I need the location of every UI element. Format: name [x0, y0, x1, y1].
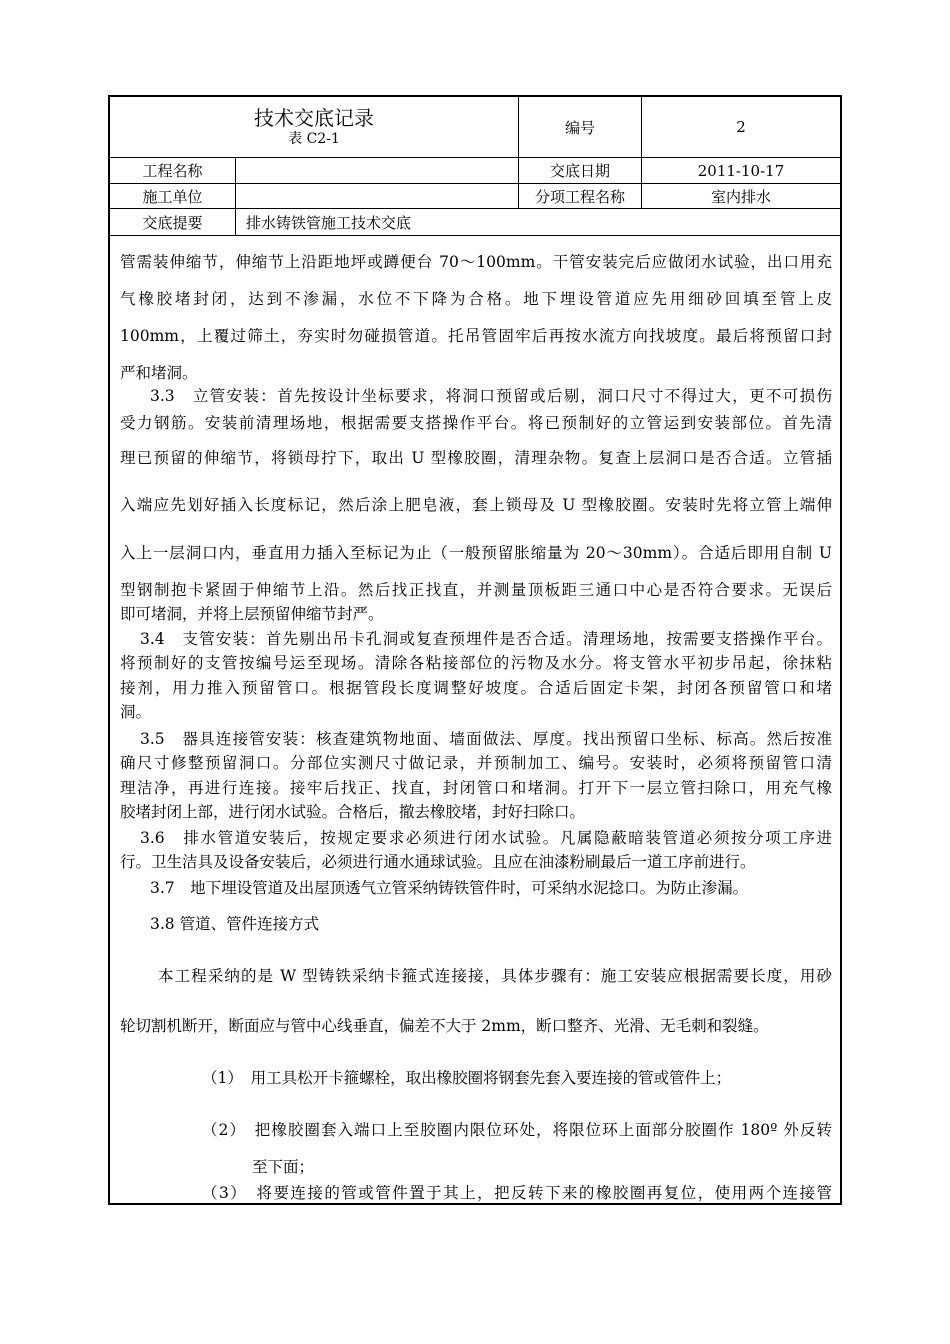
- body-line: 接剂，用力推入预留管口。根据管段长度调整好坡度。合适后固定卡架，封闭各预留管口和堵: [120, 679, 832, 697]
- body-line: 至下面；: [252, 1158, 315, 1176]
- record-form: [108, 95, 842, 1205]
- contractor-label: 施工单位: [142, 187, 203, 206]
- body-line: 3.8 管道、管件连接方式: [150, 915, 320, 933]
- body-line: 入上一层洞口内，垂直用力插入至标记为止（一般预留胀缩量为 20～30mm）。合适后即用自制 U: [120, 544, 832, 562]
- contractor-row: [110, 184, 840, 209]
- body-line: 3.3 立管安装：首先按设计坐标要求，将洞口预留或后剔，洞口尺寸不得过大，更不可损伤: [150, 387, 832, 405]
- body-line: 胶堵封闭上部，进行闭水试验。合格后，撤去橡胶堵，封好扫除口。: [120, 803, 586, 821]
- title-cell: [110, 97, 518, 157]
- body-line: 气橡胶堵封闭，达到不渗漏，水位不下降为合格。地下埋设管道应先用细砂回填至管上皮: [120, 290, 832, 308]
- contractor-value: [235, 184, 518, 208]
- body-line: 型钢制抱卡紧固于伸缩节上沿。然后找正找直，并测量顶板距三通口中心是否符合要求。无误后: [120, 581, 832, 599]
- number-value: 2: [641, 97, 840, 157]
- subproject-label: 分项工程名称: [518, 184, 641, 208]
- body-line: 洞。: [120, 703, 152, 721]
- body-line: 受力钢筋。安装前清理场地，根据需要支搭操作平台。将已预制好的立管运到安装部位。首先清: [120, 414, 832, 432]
- project-name-row: [110, 158, 840, 184]
- date-label: 交底日期: [518, 158, 641, 183]
- body-line: （1） 用工具松开卡箍螺栓，取出橡胶圈将钢套先套入要连接的管或管件上；: [202, 1069, 732, 1087]
- body-line: 3.4 支管安装：首先剔出吊卡孔洞或复查预埋件是否合适。清理场地，按需要支搭操作平台。: [140, 630, 832, 648]
- body-line: 100mm，上覆过筛土，夯实时勿碰损管道。托吊管固牢后再按水流方向找坡度。最后将预留口封: [120, 327, 832, 345]
- subproject-value: 室内排水: [641, 184, 840, 208]
- summary-label: 交底提要: [142, 213, 203, 232]
- number-label: 编号: [518, 97, 641, 157]
- project-name-value: [235, 158, 518, 183]
- body-line: 即可堵洞，并将上层预留伸缩节封严。: [120, 605, 384, 623]
- body-line: 3.6 排水管道安装后，按规定要求必须进行闭水试验。凡属隐蔽暗装管道必须按分项工序进: [140, 829, 832, 847]
- body-line: 严和堵洞。: [120, 364, 198, 382]
- body-line: 轮切割机断开，断面应与管中心线垂直，偏差不大于 2mm，断口整齐、光滑、无毛刺和裂缝。: [120, 1017, 769, 1035]
- date-value: 2011-10-17: [641, 158, 840, 183]
- body-line: （2） 把橡胶圈套入端口上至胶圈内限位环处，将限位环上面部分胶圈作 180º 外反转: [202, 1121, 832, 1139]
- body-line: 理洁净，再进行连接。接牢后找正、找直，封闭管口和堵洞。打开下一层立管扫除口，用充气橡: [120, 779, 832, 797]
- body-line: 入端应先划好插入长度标记，然后涂上肥皂液，套上锁母及 U 型橡胶圈。安装时先将立管上端伸: [120, 496, 832, 514]
- document-title: 技术交底记录: [254, 106, 374, 130]
- body-line: 确尺寸修整预留洞口。分部位实测尺寸做记录，并预制加工、编号。安装时，必须将预留管口清: [120, 754, 832, 772]
- body-line: 3.7 地下埋设管道及出屋顶透气立管采纳铸铁管件时，可采纳水泥捻口。为防止渗漏。: [150, 879, 749, 897]
- header-row: [110, 97, 840, 158]
- body-line: （3） 将要连接的管或管件置于其上，把反转下来的橡胶圈再复位，使用两个连接管: [202, 1184, 832, 1202]
- body-line: 本工程采纳的是 W 型铸铁采纳卡箍式连接接，具体步骤有：施工安装应根据需要长度，用砂: [158, 967, 832, 985]
- summary-value: 排水铸铁管施工技术交底: [235, 209, 840, 235]
- body-line: 3.5 器具连接管安装：核查建筑物地面、墙面做法、厚度。找出预留口坐标、标高。然后按准: [140, 730, 832, 748]
- body-line: 行。卫生洁具及设备安装后，必须进行通水通球试验。且应在油漆粉刷最后一道工序前进行。: [120, 853, 756, 871]
- body-line: 理已预留的伸缩节，将锁母拧下，取出 U 型橡胶圈，清理杂物。复查上层洞口是否合适。立管插: [120, 449, 832, 467]
- body-line: 将预制好的支管按编号运至现场。清除各粘接部位的污物及水分。将支管水平初步吊起，徐抹粘: [120, 654, 832, 672]
- form-code: 表 C2-1: [288, 131, 340, 147]
- project-name-label: 工程名称: [142, 162, 203, 180]
- body-line: 管需装伸缩节，伸缩节上沿距地坪或蹲便台 70～100mm。干管安装完后应做闭水试验，出口用充: [120, 253, 832, 271]
- summary-row: [110, 209, 840, 236]
